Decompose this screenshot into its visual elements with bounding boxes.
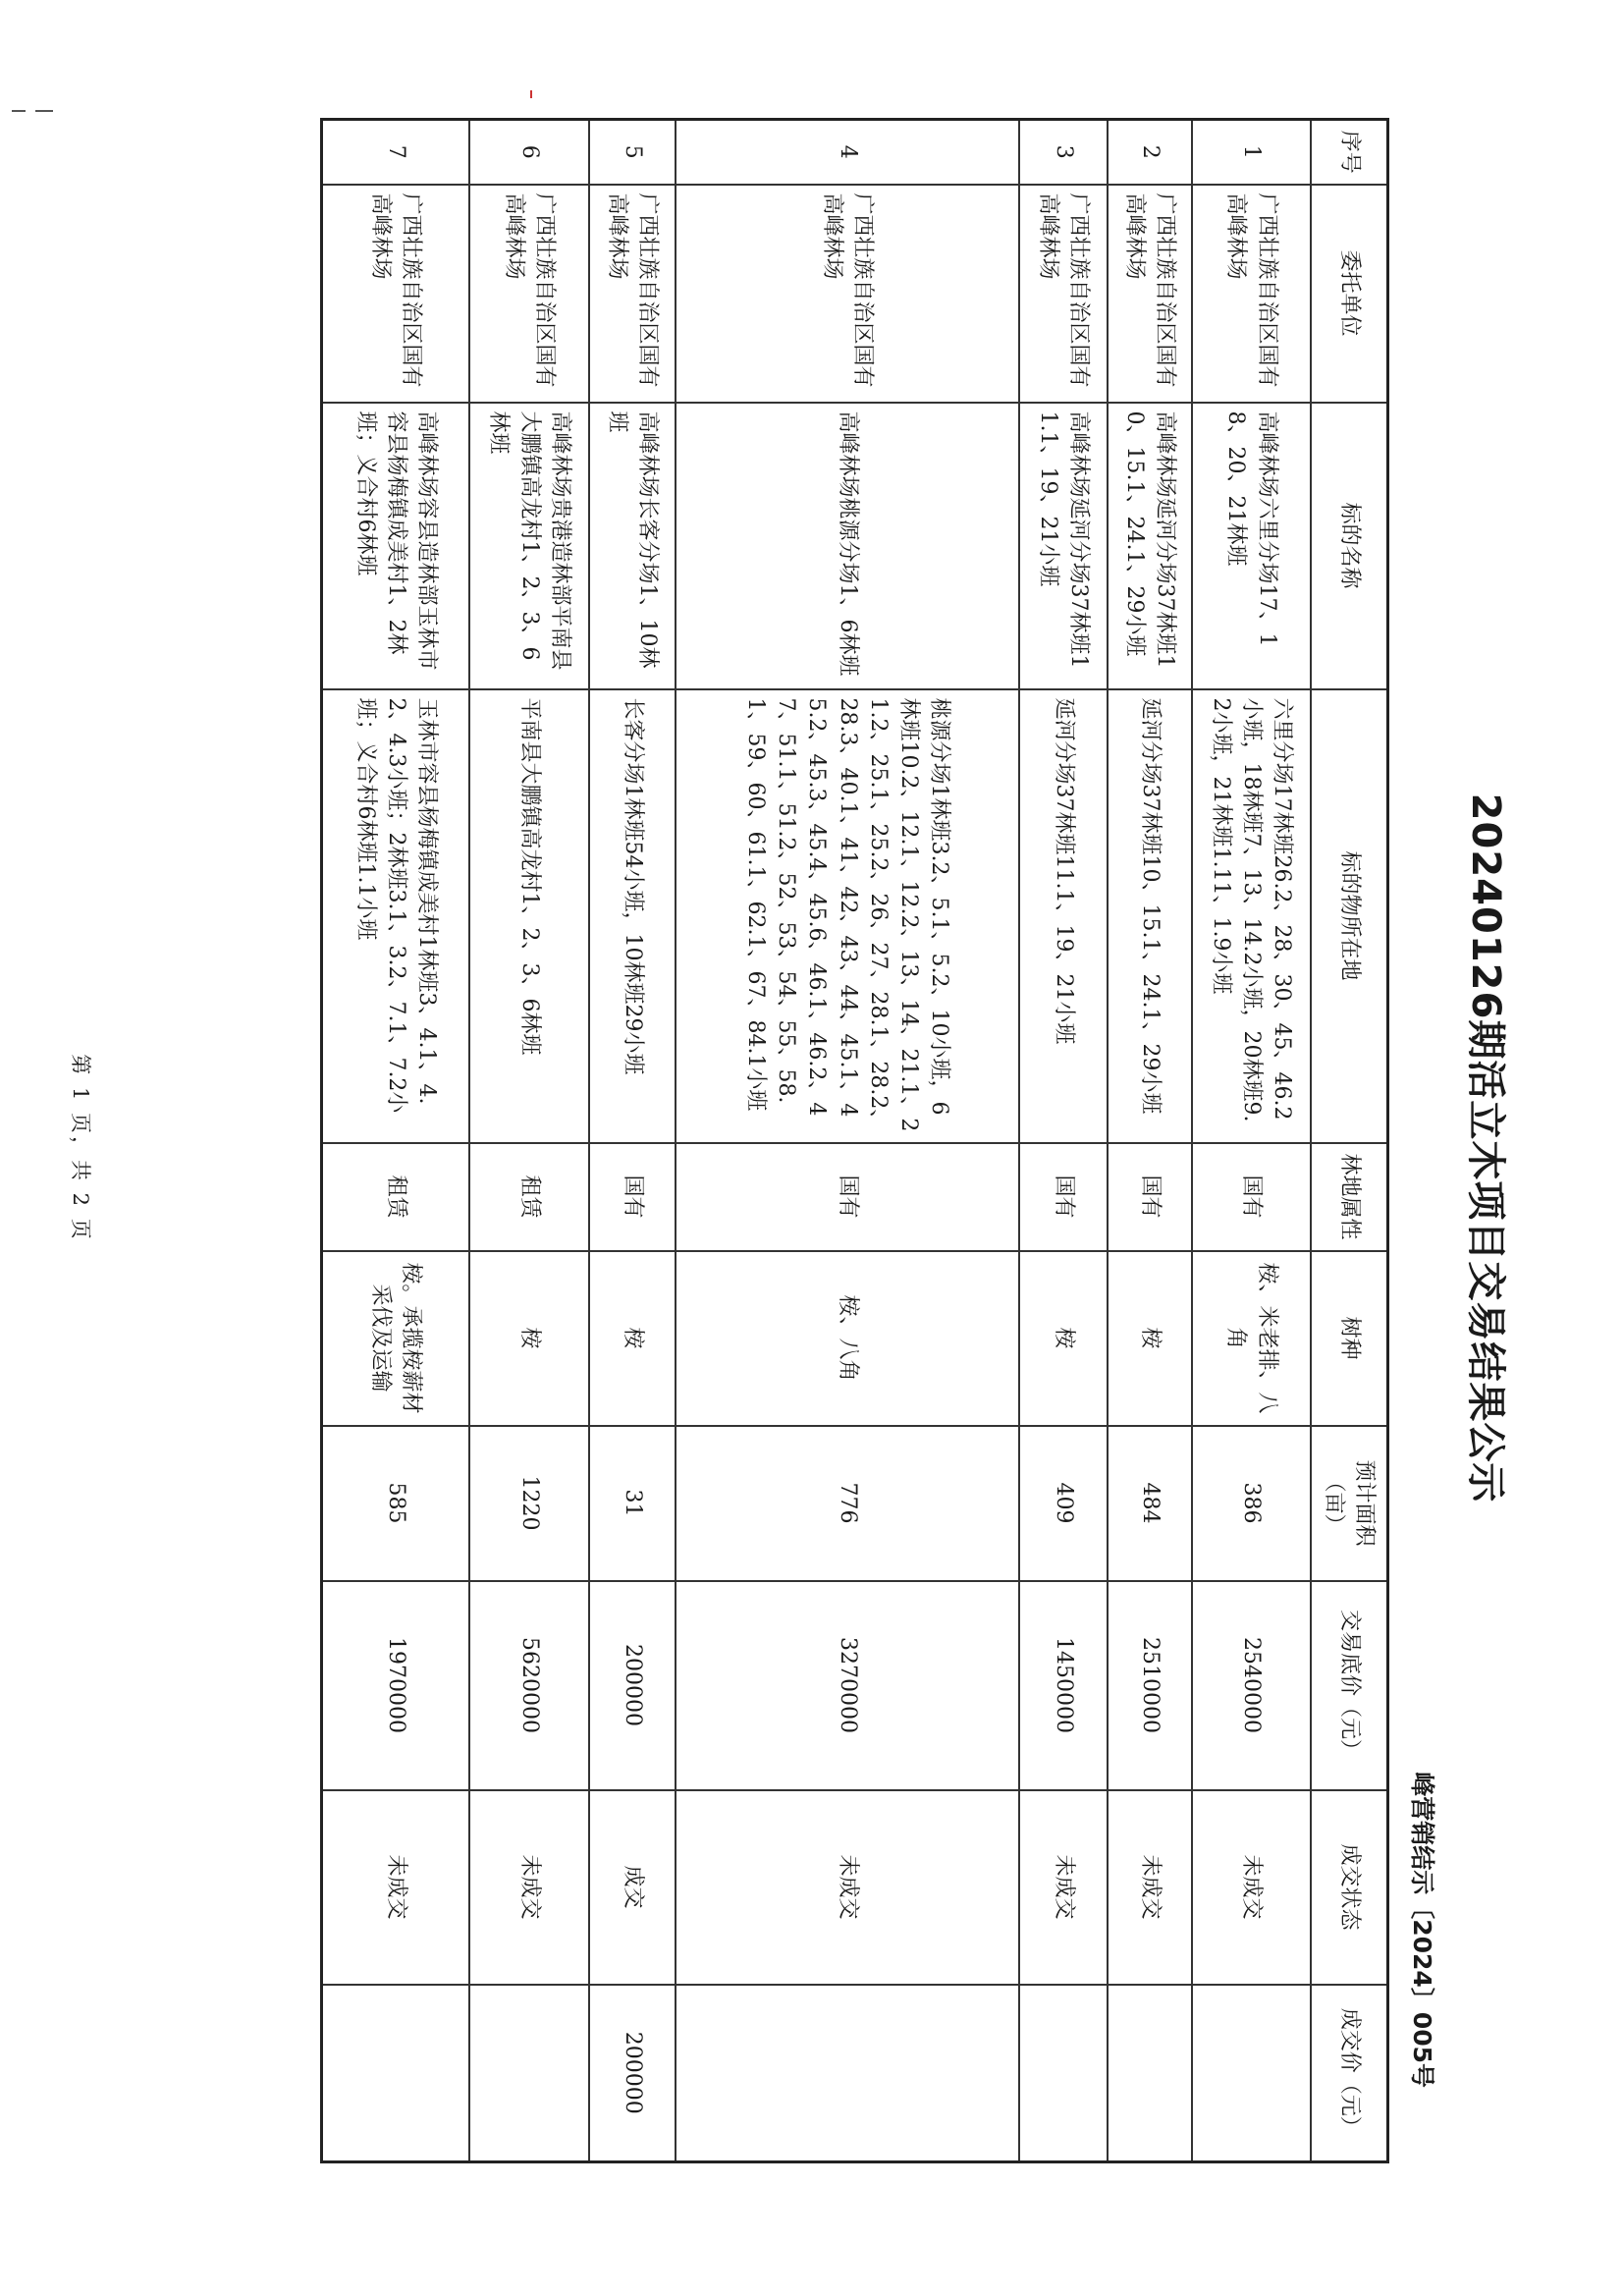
cell-base-price: 5620000 [469, 1581, 589, 1790]
cell-species: 桉 [589, 1251, 676, 1426]
cell-base-price: 3270000 [676, 1581, 1019, 1790]
cell-subject: 高峰林场长客分场1、10林班 [589, 403, 676, 689]
header-species: 树种 [1311, 1251, 1388, 1426]
cell-location: 延河分场37林班11.1、19、21小班 [1019, 689, 1108, 1143]
cell-deal-price [676, 1985, 1019, 2162]
cell-ownership: 国有 [1108, 1143, 1192, 1251]
cell-location: 延河分场37林班10、15.1、24.1、29小班 [1108, 689, 1192, 1143]
cell-ownership: 租赁 [469, 1143, 589, 1251]
cell-seq: 2 [1108, 120, 1192, 185]
cell-deal-price: 200000 [589, 1985, 676, 2162]
cell-seq: 3 [1019, 120, 1108, 185]
header-seq: 序号 [1311, 120, 1388, 185]
cell-area: 386 [1192, 1426, 1311, 1581]
header-base-price: 交易底价（元） [1311, 1581, 1388, 1790]
header-area: 预计面积（亩） [1311, 1426, 1388, 1581]
cell-base-price: 2510000 [1108, 1581, 1192, 1790]
cell-species: 桉。承揽桉薪材采伐及运输 [322, 1251, 469, 1426]
cell-location: 桃源分场1林班3.2、5.1、5.2、10小班，6林班10.2、12.1、12.2、13、14、21.1、21.2、25.1、25.2、26、27、28.1、28.2、28.3、40.1、41、42、43、44、45.1、45.2、45.3、45.4、45.6、46.1、46.2、47、51.1、51.2、52、53、54、55、58.1、59、60、61.1、62.1、67、84.1小班 [676, 689, 1019, 1143]
cell-client: 广西壮族自治区国有高峰林场 [589, 185, 676, 403]
cell-status: 未成交 [1019, 1790, 1108, 1985]
cell-species: 桉 [469, 1251, 589, 1426]
cell-location: 长客分场1林班54小班，10林班29小班 [589, 689, 676, 1143]
cell-location: 六里分场17林班26.2、28、30、45、46.2小班，18林班7、13、14.2小班，20林班9.2小班，21林班1.11、1.9小班 [1192, 689, 1311, 1143]
cell-seq: 6 [469, 120, 589, 185]
document-number: 峰营销结示〔2024〕005号 [1408, 1772, 1436, 2088]
cell-ownership: 租赁 [322, 1143, 469, 1251]
cell-location: 平南县大鹏镇高龙村1、2、3、6林班 [469, 689, 589, 1143]
cell-client: 广西壮族自治区国有高峰林场 [1108, 185, 1192, 403]
result-table [321, 118, 1390, 2163]
cell-subject: 高峰林场贵港造林部平南县大鹏镇高龙村1、2、3、6林班 [469, 403, 589, 689]
cell-seq: 1 [1192, 120, 1311, 185]
cell-ownership: 国有 [589, 1143, 676, 1251]
cell-area: 31 [589, 1426, 676, 1581]
table-row [676, 120, 1019, 2162]
cell-area: 409 [1019, 1426, 1108, 1581]
cell-species: 桉、米老排、八角 [1192, 1251, 1311, 1426]
cell-subject: 高峰林场容县造林部玉林市容县杨梅镇成美村1、2林班；义合村6林班 [322, 403, 469, 689]
cell-client: 广西壮族自治区国有高峰林场 [469, 185, 589, 403]
cell-seq: 7 [322, 120, 469, 185]
cell-ownership: 国有 [676, 1143, 1019, 1251]
cell-seq: 4 [676, 120, 1019, 185]
cell-subject: 高峰林场六里分场17、18、20、21林班 [1192, 403, 1311, 689]
page-footer: 第 1 页，共 2 页 [69, 1054, 92, 1242]
cell-deal-price [1019, 1985, 1108, 2162]
cell-deal-price [322, 1985, 469, 2162]
cell-subject: 高峰林场延河分场37林班10、15.1、24.1、29小班 [1108, 403, 1192, 689]
cell-status: 未成交 [676, 1790, 1019, 1985]
table-row [322, 120, 469, 2162]
cell-subject: 高峰林场桃源分场1、6林班 [676, 403, 1019, 689]
header-status: 成交状态 [1311, 1790, 1388, 1985]
table-row [1108, 120, 1192, 2162]
cell-client: 广西壮族自治区国有高峰林场 [322, 185, 469, 403]
table-row [1019, 120, 1108, 2162]
cell-base-price: 200000 [589, 1581, 676, 1790]
cell-area: 776 [676, 1426, 1019, 1581]
cell-deal-price [1192, 1985, 1311, 2162]
cell-ownership: 国有 [1019, 1143, 1108, 1251]
table-header-row [1311, 120, 1388, 2162]
cell-species: 桉 [1019, 1251, 1108, 1426]
cell-seq: 5 [589, 120, 676, 185]
cell-deal-price [1108, 1985, 1192, 2162]
cell-species: 桉 [1108, 1251, 1192, 1426]
header-subject: 标的名称 [1311, 403, 1388, 689]
cell-status: 成交 [589, 1790, 676, 1985]
cell-subject: 高峰林场延河分场37林班11.1、19、21小班 [1019, 403, 1108, 689]
cell-base-price: 1450000 [1019, 1581, 1108, 1790]
header-client: 委托单位 [1311, 185, 1388, 403]
cell-species: 桉、八角 [676, 1251, 1019, 1426]
header-deal-price: 成交价（元） [1311, 1985, 1388, 2162]
cell-base-price: 1970000 [322, 1581, 469, 1790]
cell-client: 广西壮族自治区国有高峰林场 [676, 185, 1019, 403]
cell-area: 484 [1108, 1426, 1192, 1581]
cell-status: 未成交 [322, 1790, 469, 1985]
cell-status: 未成交 [1108, 1790, 1192, 1985]
cell-area: 585 [322, 1426, 469, 1581]
header-location: 标的物所在地 [1311, 689, 1388, 1143]
cell-client: 广西壮族自治区国有高峰林场 [1192, 185, 1311, 403]
cell-location: 玉林市容县杨梅镇成美村1林班3、4.1、4.2、4.3小班；2林班3.1、3.2、7.1、7.2小班；义合村6林班1.1小班 [322, 689, 469, 1143]
cell-ownership: 国有 [1192, 1143, 1311, 1251]
table-row [469, 120, 589, 2162]
cell-base-price: 2540000 [1192, 1581, 1311, 1790]
cell-area: 1220 [469, 1426, 589, 1581]
cell-client: 广西壮族自治区国有高峰林场 [1019, 185, 1108, 403]
cell-deal-price [469, 1985, 589, 2162]
page-title: 20240126期活立木项目交易结果公示 [1463, 793, 1508, 1503]
cell-status: 未成交 [1192, 1790, 1311, 1985]
cell-status: 未成交 [469, 1790, 589, 1985]
table-row [589, 120, 676, 2162]
table-row [1192, 120, 1311, 2162]
header-ownership: 林地属性 [1311, 1143, 1388, 1251]
